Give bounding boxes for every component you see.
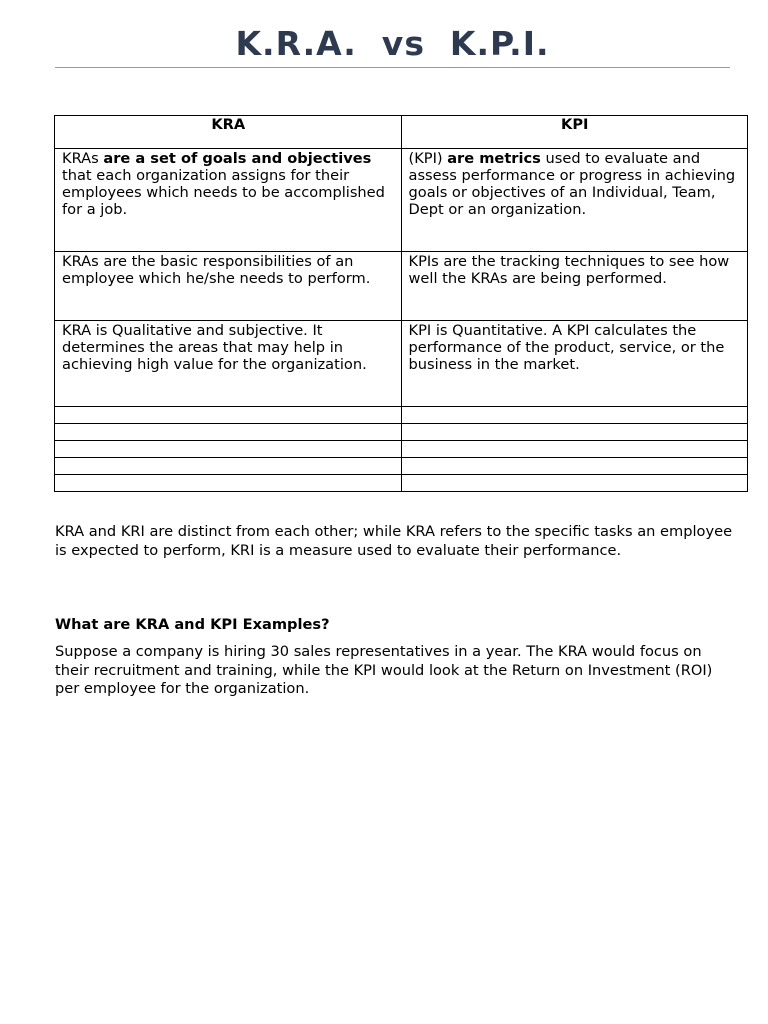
table-header-row (55, 116, 748, 149)
empty-row (55, 441, 748, 458)
kra-kri-paragraph: KRA and KRI are distinct from each other; while KRA refers to the specific tasks an employee is expected to perform, KRI is a measure used to evaluate their performance. (55, 523, 733, 559)
empty-cell (55, 441, 402, 458)
cell-text: (KPI) (408, 150, 448, 167)
kra-cell: KRAs are the basic responsibilities of an employee which he/she needs to perform. (55, 252, 402, 321)
table-row (55, 149, 748, 252)
empty-cell (401, 441, 748, 458)
kpi-cell (401, 149, 748, 252)
examples-paragraph: Suppose a company is hiring 30 sales representatives in a year. The KRA would focus on their recruitment and training, while the KPI would look at the Return on Investment (ROI) per employee for the organization. (55, 643, 713, 697)
kra-cell (55, 149, 402, 252)
empty-cell (55, 407, 402, 424)
empty-row (55, 424, 748, 441)
empty-cell (401, 458, 748, 475)
cell-text: KRAs (62, 150, 104, 167)
cell-text: that each organization assigns for their employees which needs to be accomplished for a job. (62, 167, 385, 218)
empty-cell (55, 424, 402, 441)
page-title: K.R.A. vs K.P.I. (235, 24, 550, 63)
header-kra: KRA (55, 116, 402, 149)
header-kpi: KPI (401, 116, 748, 149)
empty-row (55, 458, 748, 475)
cell-bold-text: are metrics (447, 150, 541, 167)
table-row (55, 321, 748, 407)
empty-row (55, 407, 748, 424)
cell-bold-text: are a set of goals and objectives (103, 150, 372, 167)
empty-cell (401, 424, 748, 441)
table-row (55, 252, 748, 321)
title-underline (55, 67, 730, 68)
empty-row (55, 475, 748, 492)
empty-cell (55, 475, 402, 492)
comparison-table (54, 115, 748, 492)
cell-text: used to evaluate and assess performance or progress in achieving goals or objectives of an Individual, Team, Dept or an organization. (408, 150, 736, 218)
empty-cell (55, 458, 402, 475)
empty-cell (401, 407, 748, 424)
kpi-cell: KPI is Quantitative. A KPI calculates the performance of the product, service, or the business in the market. (401, 321, 748, 407)
kpi-cell: KPIs are the tracking techniques to see how well the KRAs are being performed. (401, 252, 748, 321)
examples-heading: What are KRA and KPI Examples? (55, 616, 330, 633)
kra-cell: KRA is Qualitative and subjective. It determines the areas that may help in achieving high value for the organization. (55, 321, 402, 407)
empty-cell (401, 475, 748, 492)
